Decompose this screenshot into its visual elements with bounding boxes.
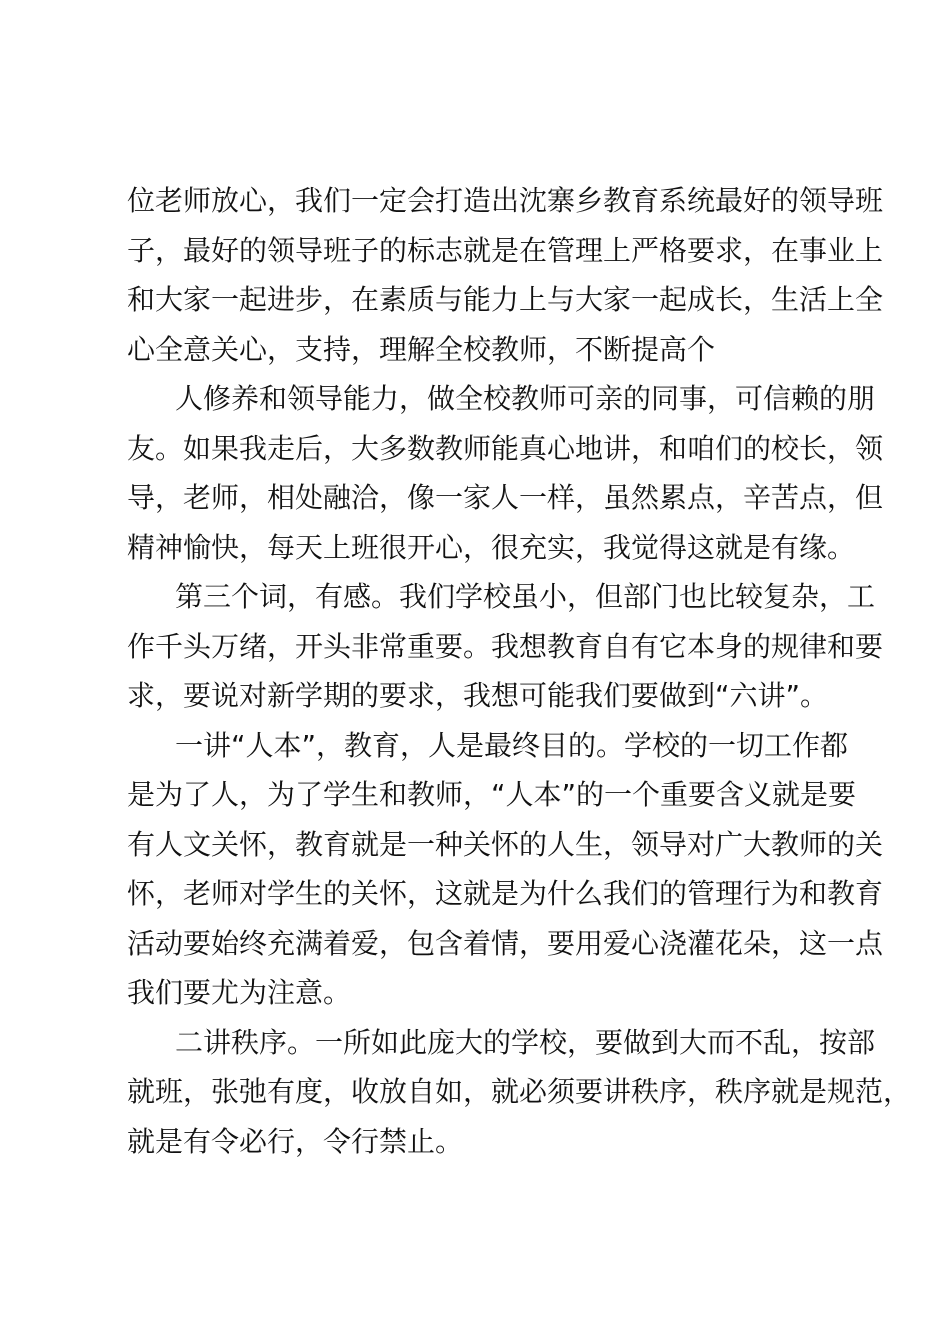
document-body <box>127 176 912 1166</box>
text-line: 我们要尤为注意。 <box>127 976 352 1009</box>
text-line: 二讲秩序。一所如此庞大的学校，要做到大而不乱，按部 <box>175 1025 876 1059</box>
paragraph <box>127 572 884 721</box>
text-line: 就是有令必行，令行禁止。 <box>127 1124 464 1158</box>
paragraph <box>127 176 884 374</box>
text-line: 有人文关怀，教育就是一种关怀的人生，领导对广大教师的关 <box>127 827 884 861</box>
text-line: 心全意关心，支持，理解全校教师，不断提高个 <box>127 332 716 366</box>
text-line: 位老师放心，我们一定会打造出沈寨乡教育系统最好的领导班 <box>127 184 884 217</box>
text-line: 和大家一起进步，在素质与能力上与大家一起成长，生活上全 <box>127 283 884 316</box>
text-line: 人修养和领导能力，做全校教师可亲的同事，可信赖的朋 <box>175 382 876 415</box>
text-line: 活动要始终充满着爱，包含着情，要用爱心浇灌花朵，这一点 <box>127 926 884 960</box>
text-line: 怀，老师对学生的关怀，这就是为什么我们的管理行为和教育 <box>127 877 884 910</box>
text-line: 作千头万绪，开头非常重要。我想教育自有它本身的规律和要 <box>127 629 884 663</box>
text-line: 导，老师，相处融洽，像一家人一样，虽然累点，辛苦点，但 <box>127 481 884 514</box>
text-line: 精神愉快，每天上班很开心，很充实，我觉得这就是有缘。 <box>127 530 856 564</box>
text-line: 求，要说对新学期的要求，我想可能我们要做到“六讲”。 <box>127 679 829 712</box>
paragraph <box>127 1018 912 1167</box>
text-line: 是为了人，为了学生和教师，“人本”的一个重要含义就是要 <box>127 778 857 811</box>
paragraph <box>127 374 884 572</box>
text-line: 第三个词，有感。我们学校虽小，但部门也比较复杂，工 <box>175 580 876 613</box>
text-line: 友。如果我走后，大多数教师能真心地讲，和咱们的校长，领 <box>127 431 884 465</box>
text-line: 一讲“人本”，教育，人是最终目的。学校的一切工作都 <box>175 728 849 762</box>
text-line: 就班，张弛有度，收放自如，就必须要讲秩序，秩序就是规范， <box>127 1075 912 1108</box>
paragraph <box>127 721 884 1018</box>
text-line: 子，最好的领导班子的标志就是在管理上严格要求，在事业上 <box>127 233 884 267</box>
